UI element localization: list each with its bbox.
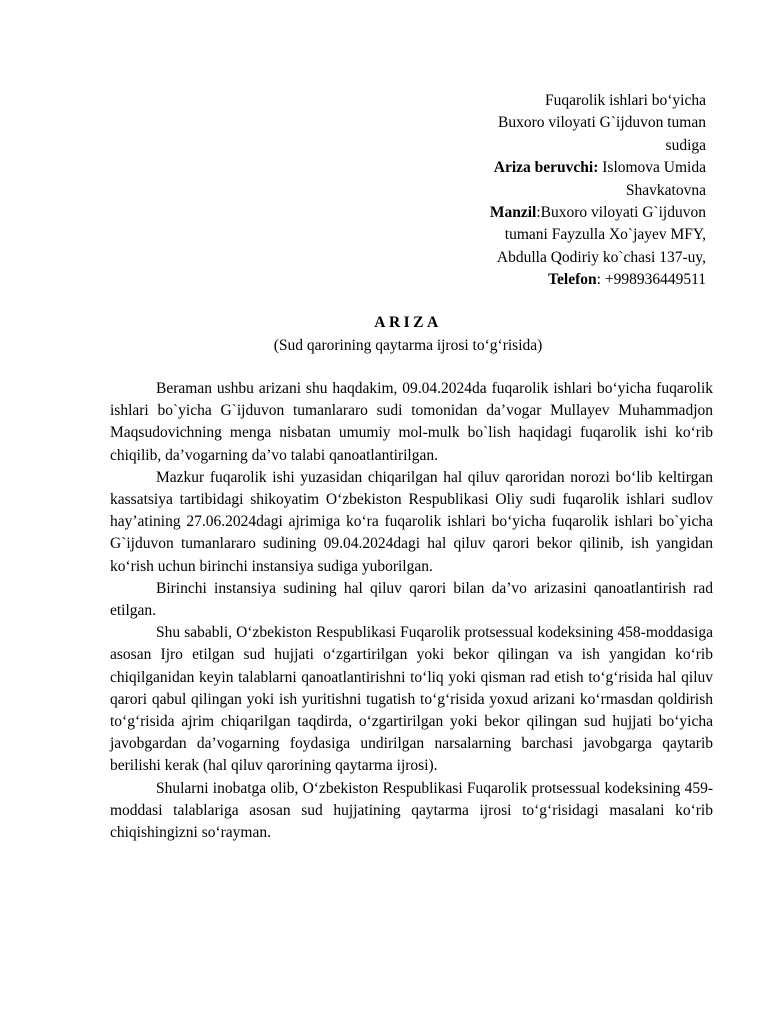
applicant-label: Ariza beruvchi: bbox=[493, 159, 599, 177]
addressee-block bbox=[440, 90, 706, 292]
body-paragraph: Beraman ushbu arizani shu haqdakim, 09.04.2024da fuqarolik ishlari bo‘yicha fuqarolik ishlari bo`yicha G`ijduvon tumanlararo sudi tomonidan da’vogar Mullayev Muhammadjon Maqsudovichning menga nisbatan umumiy mol-mulk bo`lish haqidagi fuqarolik ishi ko‘rib chiqilib, da’vogarning da’vo talabi qanoatlantirilgan. bbox=[110, 380, 713, 464]
court-line-2: Buxoro viloyati G`ijduvon tuman bbox=[498, 114, 706, 132]
court-line-3: sudiga bbox=[665, 136, 706, 154]
phone-value: : +998936449511 bbox=[596, 271, 706, 289]
document-body bbox=[110, 378, 713, 844]
phone-line bbox=[440, 269, 706, 291]
court-line-1: Fuqarolik ishlari bo‘yicha bbox=[545, 92, 706, 109]
applicant-name-continued: Shavkatovna bbox=[625, 181, 706, 199]
applicant-line bbox=[440, 157, 706, 179]
address-line-2: tumani Fayzulla Xo`jayev MFY, bbox=[504, 226, 706, 244]
address-value: :Buxoro viloyati G`ijduvon bbox=[536, 204, 706, 222]
document-title: ARIZA bbox=[374, 314, 442, 331]
phone-label: Telefon bbox=[548, 271, 597, 289]
body-paragraph: Shu sababli, O‘zbekiston Respublikasi Fuqarolik protsessual kodeksining 458-moddasiga asosan Ijro etilgan sud hujjati o‘zgartirilgan yoki bekor qilingan va ish yangidan ko‘rib chiqilganidan keyin talablarni qanoatlantirishni to‘liq yoki qisman rad etish to‘g‘risida hal qiluv qarori qabul qilingan yoki ish yuritishni tugatish to‘g‘risida yoxud arizani ko‘rmasdan qoldirish to‘g‘risida ajrim chiqarilgan taqdirda, o‘zgartirilgan yoki bekor qilingan sud hujjati bo‘yicha javobgardan da’vogarning foydasiga undirilgan narsalarning barchasi javobgarga qaytarib berilishi kerak (hal qiluv qarorining qaytarma ijrosi). bbox=[110, 624, 713, 775]
body-paragraph: Shularni inobatga olib, O‘zbekiston Respublikasi Fuqarolik protsessual kodeksining 459-moddasi talablariga asosan sud hujjatining qaytarma ijrosi to‘g‘risidagi masalani ko‘rib chiqishingizni so‘rayman. bbox=[110, 779, 713, 842]
document-subtitle: (Sud qarorining qaytarma ijrosi to‘g‘risida) bbox=[273, 337, 543, 354]
body-paragraph: Birinchi instansiya sudining hal qiluv qarori bilan da’vo arizasini qanoatlantirish rad etilgan. bbox=[110, 579, 713, 620]
applicant-name: Islomova Umida bbox=[598, 159, 706, 177]
address-line-3: Abdulla Qodiriy ko`chasi 137-uy, bbox=[496, 248, 706, 266]
address-label: Manzil bbox=[489, 204, 537, 222]
body-paragraph: Mazkur fuqarolik ishi yuzasidan chiqarilgan hal qiluv qaroridan norozi bo‘lib keltirgan kassatsiya tartibidagi shikoyatim O‘zbekiston Respublikasi Oliy sudi fuqarolik ishlari sudlov hay’atining 27.06.2024dagi ajrimiga ko‘ra fuqarolik ishlari bo‘yicha fuqarolik ishlari bo`yicha G`ijduvon tumanlararo sudining 09.04.2024dagi hal qiluv qarori bekor qilinib, ish yangidan ko‘rish uchun birinchi instansiya sudiga yuborilgan. bbox=[110, 468, 713, 575]
address-line bbox=[440, 202, 706, 224]
